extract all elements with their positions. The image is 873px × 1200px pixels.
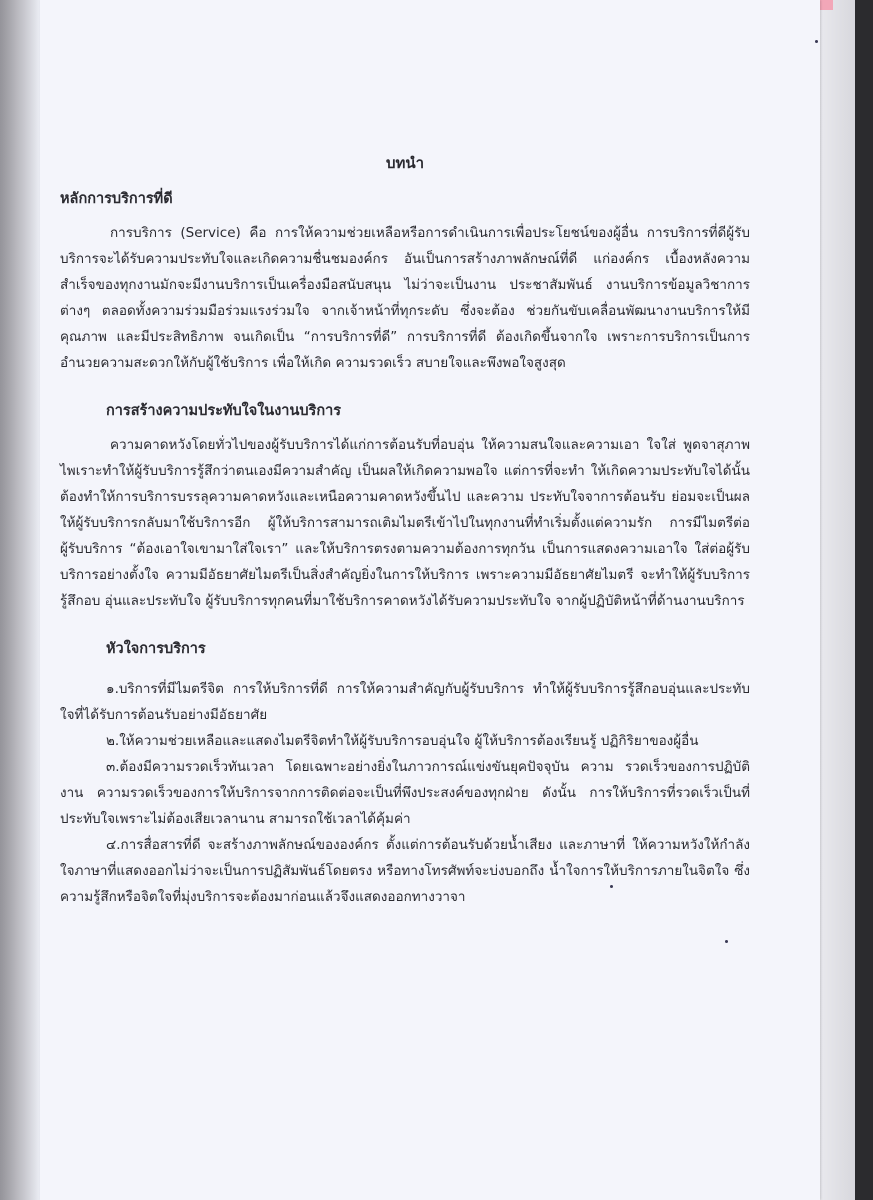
document-body	[60, 150, 750, 910]
list-item: ๔.การสื่อสารที่ดี จะสร้างภาพลักษณ์ขององค์กร ตั้งแต่การต้อนรับด้วยน้ำเสียง และภาษาที่ ให้ความหวังให้กำลังใจภาษาที่แสดงออกไม่ว่าจะเป็นการปฏิสัมพันธ์โดยตรง หรือทางโทรศัพท์จะบ่งบอกถึง น้ำใจการให้บริการภายในจิตใจ ซึ่งความรู้สึกหรือจิตใจที่มุ่งบริการจะต้องมาก่อนแล้วจึงแสดงออกทางวาจา	[60, 837, 750, 905]
list-item: ๑.บริการที่มีไมตรีจิต การให้บริการที่ดี การให้ความสำคัญกับผู้รับบริการ ทำให้ผู้รับบริการรู้สึกอบอุ่นและประทับใจที่ได้รับการต้อนรับอย่างมีอัธยาศัย	[60, 681, 750, 723]
binding-shadow	[0, 0, 42, 1200]
paragraph: ความคาดหวังโดยทั่วไปของผู้รับบริการได้แก่การต้อนรับที่อบอุ่น ให้ความสนใจและความเอา ใจใส่ พูดจาสุภาพไพเราะทำให้ผู้รับบริการรู้สึกว่าตนเองมีความสำคัญ เป็นผลให้เกิดความพอใจ แต่การที่จะทำ ให้เกิดความประทับใจได้นั้น ต้องทำให้การบริการบรรลุความคาดหวังและเหนือความคาดหวังขึ้นไป และความ ประทับใจจาการต้อนรับ ย่อมจะเป็นผลให้ผู้รับบริการกลับมาใช้บริการอีก ผู้ให้บริการสามารถเติมไมตรีเข้าไปในทุกงานที่ทำเริ่มตั้งแต่ความรัก การมีไมตรีต่อ ผู้รับบริการ “ต้องเอาใจเขามาใส่ใจเรา” และให้บริการตรงตามความต้องการทุกวัน เป็นการแสดงความเอาใจ ใส่ต่อผู้รับบริการอย่างตั้งใจ ความมีอัธยาศัยไมตรีเป็นสิ่งสำคัญยิ่งในการให้บริการ เพราะความมีอัธยาศัยไมตรี จะทำให้ผู้รับบริการรู้สึกอบ อุ่นและประทับใจ ผู้รับบริการทุกคนที่มาใช้บริการคาดหวังได้รับความประทับใจ จากผู้ปฏิบัติหน้าที่ด้านงานบริการ	[60, 437, 750, 609]
list-item: ๓.ต้องมีความรวดเร็วทันเวลา โดยเฉพาะอย่างยิ่งในภาวการณ์แข่งขันยุคปัจจุบัน ความ รวดเร็วของการปฏิบัติงาน ความรวดเร็วของการให้บริการจากการติดต่อจะเป็นที่พึงประสงค์ของทุกฝ่าย ดังนั้น การให้บริการที่รวดเร็วเป็นที่ประทับใจเพราะไม่ต้องเสียเวลานาน สามารถใช้เวลาได้คุ้มค่า	[60, 759, 750, 827]
paragraph: การบริการ (Service) คือ การให้ความช่วยเหลือหรือการดำเนินการเพื่อประโยชน์ของผู้อื่น การบริการที่ดีผู้รับบริการจะได้รับความประทับใจและเกิดความชื่นชมองค์กร อันเป็นการสร้างภาพลักษณ์ที่ดี แก่องค์กร เบื้องหลังความสำเร็จของทุกงานมักจะมีงานบริการเป็นเครื่องมือสนับสนุน ไม่ว่าจะเป็นงาน ประชาสัมพันธ์ งานบริการข้อมูลวิชาการต่างๆ ตลอดทั้งความร่วมมือร่วมแรงร่วมใจ จากเจ้าหน้าที่ทุกระดับ ซึ่งจะต้อง ช่วยกันขับเคลื่อนพัฒนางานบริการให้มีคุณภาพ และมีประสิทธิภาพ จนเกิดเป็น “การบริการที่ดี” การบริการที่ดี ต้องเกิดขึ้นจากใจ เพราะการบริการเป็นการอำนวยความสะดวกให้กับผู้ใช้บริการ เพื่อให้เกิด ความรวดเร็ว สบายใจและพึงพอใจสูงสุด	[60, 225, 750, 371]
right-edge-dark-strip	[855, 0, 873, 1200]
document-page	[40, 0, 820, 1200]
document-title: บทนำ	[385, 154, 425, 172]
list-item: ๒.ให้ความช่วยเหลือและแสดงไมตรีจิตทำให้ผู้รับบริการอบอุ่นใจ ผู้ให้บริการต้องเรียนรู้ ปฏิกิริยาของผู้อื่น	[106, 733, 699, 749]
section-heading: หลักการบริการที่ดี	[60, 191, 173, 207]
scan-speck	[725, 940, 728, 943]
section-heading: การสร้างความประทับใจในงานบริการ	[106, 403, 342, 419]
section-heading: หัวใจการบริการ	[106, 641, 206, 657]
scan-speck	[815, 40, 818, 43]
